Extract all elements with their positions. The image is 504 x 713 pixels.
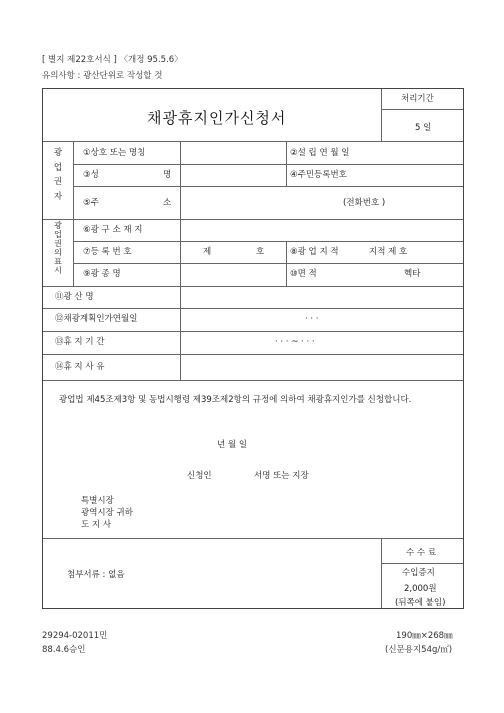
- mine-name-label: ⑪광 산 명: [55, 292, 94, 302]
- notice-text: 유의사항 : 광산단위로 작성할 것: [42, 71, 163, 81]
- name-label-tail: 명: [163, 170, 172, 180]
- fee-note: (뒤쪽에 붙임): [395, 598, 446, 608]
- suspension-reason-label: ⑭휴 지 사 유: [55, 362, 105, 372]
- mine-location-label: ⑥광 구 소 재 지: [83, 225, 143, 235]
- form-title: 채광휴지인가신청서: [147, 109, 287, 127]
- suspension-period-value: · · · ~ · · ·: [275, 337, 315, 347]
- plan-approval-date-label: ⑫채광계획인가연월일: [55, 314, 138, 324]
- mining-designation-label: ⑧광 업 지 적: [290, 247, 339, 257]
- recipient-metropolitan-city: 광역시장 귀하: [81, 508, 133, 518]
- form-number: [ 별지 제22호서식 ] 〈개정 95.5.6〉: [42, 55, 183, 65]
- registration-value-suffix: 호: [256, 247, 265, 257]
- registration-value-prefix: 제: [203, 247, 212, 257]
- mining-designation-value: 지적 제 호: [369, 247, 408, 257]
- recipient-province: 도 지 사: [81, 520, 112, 530]
- fee-label: 수 수 료: [406, 548, 437, 558]
- statement-text: 광업법 제45조제3항 및 동법시행령 제39조제2항의 규정에 의하여 채광휴지인가를 신청합니다.: [59, 395, 412, 405]
- attachments-label: 첨부서류 : 없음: [67, 570, 125, 580]
- phone-label: (전화번호 ): [343, 198, 386, 208]
- form-code: 29294-02011민: [42, 631, 108, 641]
- area-unit: 헥타: [404, 269, 421, 279]
- processing-period-label: 처리기간: [401, 94, 434, 104]
- processing-period-value: 5 일: [415, 123, 432, 133]
- company-name-label: ①상호 또는 명칭: [83, 148, 146, 158]
- approval-date: 88.4.6승인: [42, 645, 86, 655]
- address-label: ⑤주: [83, 198, 99, 208]
- mineral-type-label: ⑨광 종 명: [83, 269, 121, 279]
- fee-stamp: 수입증지: [402, 568, 435, 578]
- group-label-registration: 광 업 권 의 표 시: [54, 221, 62, 275]
- plan-approval-date-value: · · ·: [305, 314, 319, 324]
- resident-number-label: ④주민등록번호: [290, 170, 347, 180]
- signature-label: 서명 또는 지장: [254, 471, 309, 481]
- fee-amount: 2,000원: [404, 584, 437, 594]
- suspension-period-label: ⑬휴 지 기 간: [55, 337, 105, 347]
- area-label: ⑩면 적: [290, 269, 317, 279]
- established-date-label: ②설 립 연 월 일: [290, 148, 350, 158]
- applicant-label: 신청인: [187, 471, 212, 481]
- recipient-special-city: 특별시장: [81, 496, 114, 506]
- registration-number-label: ⑦등 록 번 호: [83, 247, 132, 257]
- paper-type: (신문용지54g/㎡): [385, 645, 453, 655]
- group-label-applicant: 광 업 권 자: [53, 148, 63, 202]
- application-form: [42, 88, 464, 609]
- date-line: 년 월 일: [217, 440, 248, 450]
- paper-size: 190㎜×268㎜: [396, 631, 453, 641]
- address-label-tail: 소: [163, 198, 172, 208]
- name-label: ③성: [83, 170, 99, 180]
